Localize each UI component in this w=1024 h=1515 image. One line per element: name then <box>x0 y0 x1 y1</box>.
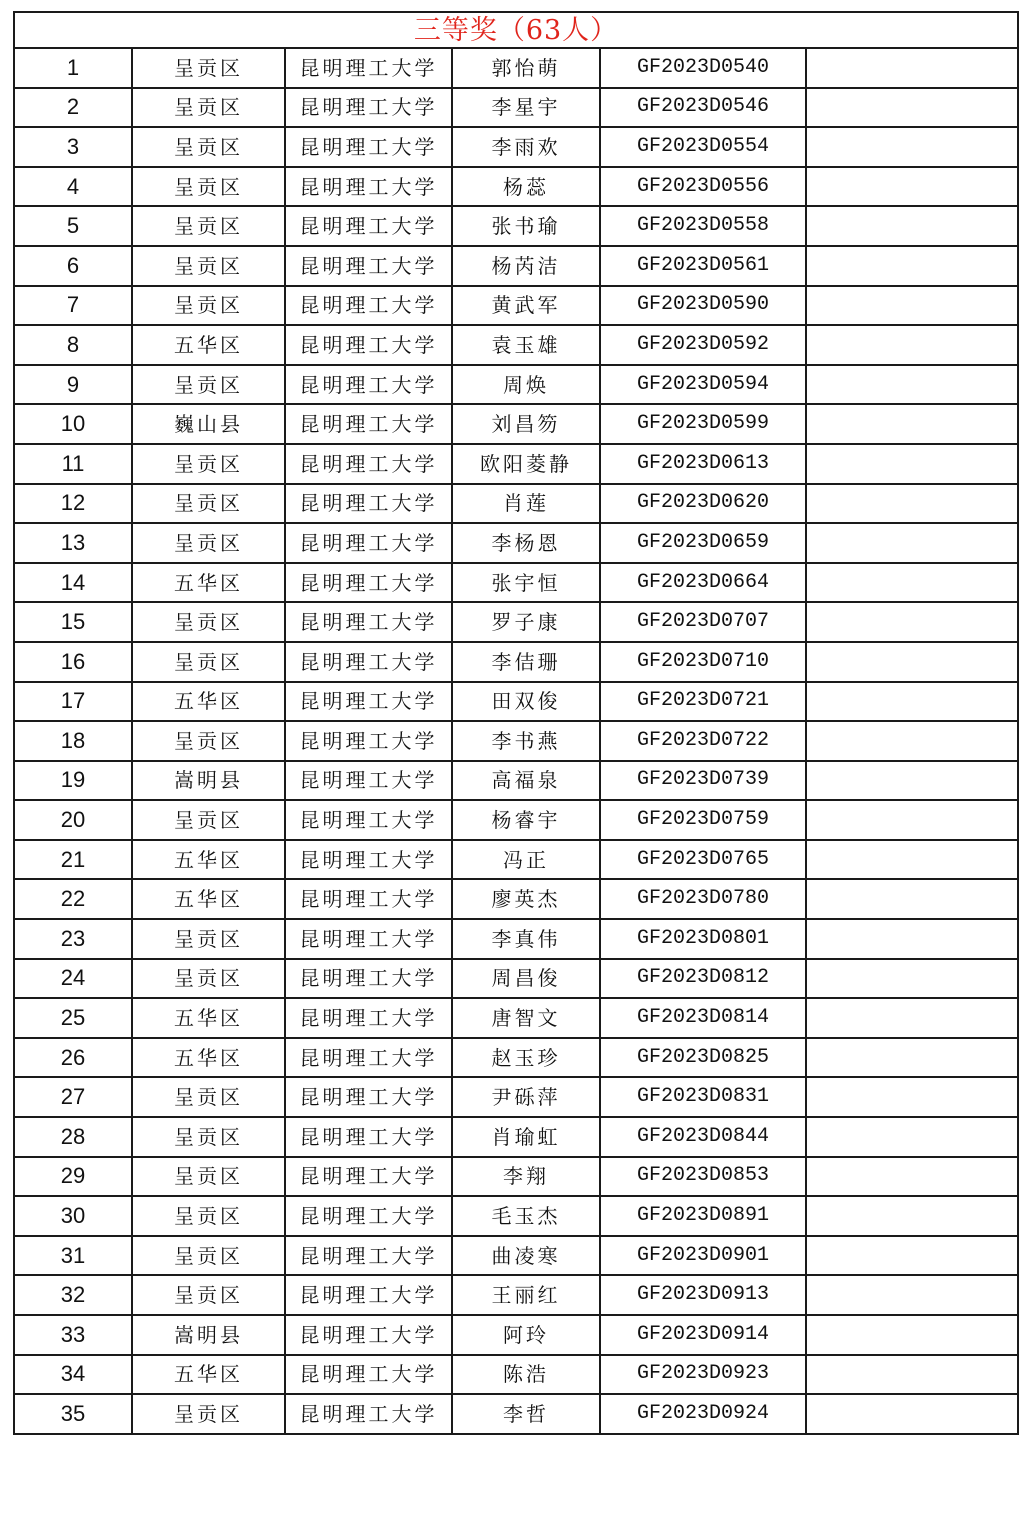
table-row <box>14 919 1018 959</box>
district-cell: 五华区 <box>132 1355 285 1395</box>
row-number-cell: 25 <box>14 998 132 1038</box>
name-cell: 张书瑜 <box>452 206 600 246</box>
name-cell: 曲凌寒 <box>452 1236 600 1276</box>
certificate-code-cell: GF2023D0739 <box>600 761 806 801</box>
empty-cell <box>806 682 1018 722</box>
district-cell: 五华区 <box>132 840 285 880</box>
certificate-code-cell: GF2023D0613 <box>600 444 806 484</box>
row-number-cell: 26 <box>14 1038 132 1078</box>
row-number-cell: 20 <box>14 800 132 840</box>
row-number-cell: 29 <box>14 1157 132 1197</box>
district-cell: 呈贡区 <box>132 365 285 405</box>
empty-cell <box>806 1236 1018 1276</box>
table-row <box>14 246 1018 286</box>
empty-cell <box>806 286 1018 326</box>
empty-cell <box>806 1077 1018 1117</box>
district-cell: 五华区 <box>132 325 285 365</box>
certificate-code-cell: GF2023D0590 <box>600 286 806 326</box>
row-number-cell: 32 <box>14 1275 132 1315</box>
row-number-cell: 13 <box>14 523 132 563</box>
row-number-cell: 5 <box>14 206 132 246</box>
name-cell: 周焕 <box>452 365 600 405</box>
certificate-code-cell: GF2023D0659 <box>600 523 806 563</box>
table-row <box>14 404 1018 444</box>
school-cell: 昆明理工大学 <box>285 286 452 326</box>
school-cell: 昆明理工大学 <box>285 127 452 167</box>
name-cell: 李雨欢 <box>452 127 600 167</box>
table-row <box>14 1157 1018 1197</box>
certificate-code-cell: GF2023D0914 <box>600 1315 806 1355</box>
school-cell: 昆明理工大学 <box>285 1157 452 1197</box>
row-number-cell: 8 <box>14 325 132 365</box>
district-cell: 呈贡区 <box>132 1196 285 1236</box>
certificate-code-cell: GF2023D0556 <box>600 167 806 207</box>
school-cell: 昆明理工大学 <box>285 1038 452 1078</box>
table-row <box>14 1236 1018 1276</box>
empty-cell <box>806 998 1018 1038</box>
empty-cell <box>806 88 1018 128</box>
district-cell: 呈贡区 <box>132 919 285 959</box>
district-cell: 呈贡区 <box>132 1394 285 1434</box>
empty-cell <box>806 127 1018 167</box>
name-cell: 袁玉雄 <box>452 325 600 365</box>
school-cell: 昆明理工大学 <box>285 998 452 1038</box>
name-cell: 李书燕 <box>452 721 600 761</box>
school-cell: 昆明理工大学 <box>285 167 452 207</box>
school-cell: 昆明理工大学 <box>285 642 452 682</box>
empty-cell <box>806 523 1018 563</box>
name-cell: 尹砾萍 <box>452 1077 600 1117</box>
certificate-code-cell: GF2023D0707 <box>600 602 806 642</box>
school-cell: 昆明理工大学 <box>285 959 452 999</box>
empty-cell <box>806 246 1018 286</box>
school-cell: 昆明理工大学 <box>285 563 452 603</box>
table-row <box>14 88 1018 128</box>
row-number-cell: 23 <box>14 919 132 959</box>
certificate-code-cell: GF2023D0592 <box>600 325 806 365</box>
certificate-code-cell: GF2023D0924 <box>600 1394 806 1434</box>
district-cell: 呈贡区 <box>132 246 285 286</box>
name-cell: 郭怡萌 <box>452 48 600 88</box>
table-row <box>14 998 1018 1038</box>
name-cell: 冯正 <box>452 840 600 880</box>
school-cell: 昆明理工大学 <box>285 48 452 88</box>
certificate-code-cell: GF2023D0558 <box>600 206 806 246</box>
district-cell: 呈贡区 <box>132 602 285 642</box>
empty-cell <box>806 325 1018 365</box>
certificate-code-cell: GF2023D0561 <box>600 246 806 286</box>
row-number-cell: 24 <box>14 959 132 999</box>
empty-cell <box>806 800 1018 840</box>
district-cell: 呈贡区 <box>132 286 285 326</box>
district-cell: 五华区 <box>132 998 285 1038</box>
row-number-cell: 4 <box>14 167 132 207</box>
table-row <box>14 1355 1018 1395</box>
district-cell: 巍山县 <box>132 404 285 444</box>
table-row <box>14 761 1018 801</box>
name-cell: 李星宇 <box>452 88 600 128</box>
district-cell: 五华区 <box>132 682 285 722</box>
row-number-cell: 2 <box>14 88 132 128</box>
name-cell: 杨睿宇 <box>452 800 600 840</box>
empty-cell <box>806 206 1018 246</box>
name-cell: 陈浩 <box>452 1355 600 1395</box>
school-cell: 昆明理工大学 <box>285 88 452 128</box>
empty-cell <box>806 642 1018 682</box>
certificate-code-cell: GF2023D0801 <box>600 919 806 959</box>
certificate-code-cell: GF2023D0814 <box>600 998 806 1038</box>
school-cell: 昆明理工大学 <box>285 484 452 524</box>
row-number-cell: 3 <box>14 127 132 167</box>
name-cell: 肖莲 <box>452 484 600 524</box>
certificate-code-cell: GF2023D0831 <box>600 1077 806 1117</box>
row-number-cell: 15 <box>14 602 132 642</box>
row-number-cell: 33 <box>14 1315 132 1355</box>
certificate-code-cell: GF2023D0844 <box>600 1117 806 1157</box>
row-number-cell: 16 <box>14 642 132 682</box>
certificate-code-cell: GF2023D0594 <box>600 365 806 405</box>
row-number-cell: 9 <box>14 365 132 405</box>
empty-cell <box>806 365 1018 405</box>
school-cell: 昆明理工大学 <box>285 879 452 919</box>
name-cell: 唐智文 <box>452 998 600 1038</box>
empty-cell <box>806 1157 1018 1197</box>
table-row <box>14 721 1018 761</box>
name-cell: 李佶珊 <box>452 642 600 682</box>
name-cell: 周昌俊 <box>452 959 600 999</box>
table-body <box>14 12 1018 1434</box>
district-cell: 呈贡区 <box>132 523 285 563</box>
school-cell: 昆明理工大学 <box>285 404 452 444</box>
empty-cell <box>806 840 1018 880</box>
school-cell: 昆明理工大学 <box>285 761 452 801</box>
empty-cell <box>806 1038 1018 1078</box>
table-row <box>14 444 1018 484</box>
table-row <box>14 325 1018 365</box>
school-cell: 昆明理工大学 <box>285 206 452 246</box>
name-cell: 黄武军 <box>452 286 600 326</box>
name-cell: 李真伟 <box>452 919 600 959</box>
row-number-cell: 22 <box>14 879 132 919</box>
table-row <box>14 523 1018 563</box>
table-row <box>14 1077 1018 1117</box>
row-number-cell: 31 <box>14 1236 132 1276</box>
table-row <box>14 563 1018 603</box>
table-row <box>14 1315 1018 1355</box>
empty-cell <box>806 761 1018 801</box>
name-cell: 高福泉 <box>452 761 600 801</box>
district-cell: 呈贡区 <box>132 206 285 246</box>
empty-cell <box>806 48 1018 88</box>
table-row <box>14 959 1018 999</box>
empty-cell <box>806 484 1018 524</box>
row-number-cell: 30 <box>14 1196 132 1236</box>
certificate-code-cell: GF2023D0710 <box>600 642 806 682</box>
certificate-code-cell: GF2023D0620 <box>600 484 806 524</box>
table-row <box>14 484 1018 524</box>
district-cell: 呈贡区 <box>132 800 285 840</box>
table-row <box>14 1117 1018 1157</box>
name-cell: 李哲 <box>452 1394 600 1434</box>
row-number-cell: 14 <box>14 563 132 603</box>
district-cell: 呈贡区 <box>132 444 285 484</box>
district-cell: 嵩明县 <box>132 1315 285 1355</box>
empty-cell <box>806 1275 1018 1315</box>
empty-cell <box>806 444 1018 484</box>
table-row <box>14 1038 1018 1078</box>
name-cell: 杨蕊 <box>452 167 600 207</box>
table-row <box>14 682 1018 722</box>
row-number-cell: 21 <box>14 840 132 880</box>
district-cell: 五华区 <box>132 563 285 603</box>
district-cell: 呈贡区 <box>132 48 285 88</box>
school-cell: 昆明理工大学 <box>285 1117 452 1157</box>
district-cell: 五华区 <box>132 1038 285 1078</box>
row-number-cell: 12 <box>14 484 132 524</box>
certificate-code-cell: GF2023D0825 <box>600 1038 806 1078</box>
district-cell: 嵩明县 <box>132 761 285 801</box>
table-row <box>14 1275 1018 1315</box>
empty-cell <box>806 919 1018 959</box>
name-cell: 王丽红 <box>452 1275 600 1315</box>
empty-cell <box>806 959 1018 999</box>
table-row <box>14 840 1018 880</box>
table-row <box>14 642 1018 682</box>
school-cell: 昆明理工大学 <box>285 800 452 840</box>
school-cell: 昆明理工大学 <box>285 840 452 880</box>
certificate-code-cell: GF2023D0540 <box>600 48 806 88</box>
certificate-code-cell: GF2023D0780 <box>600 879 806 919</box>
empty-cell <box>806 563 1018 603</box>
row-number-cell: 19 <box>14 761 132 801</box>
table-row <box>14 1394 1018 1434</box>
table-row <box>14 1196 1018 1236</box>
certificate-code-cell: GF2023D0664 <box>600 563 806 603</box>
name-cell: 欧阳菱静 <box>452 444 600 484</box>
table-row <box>14 800 1018 840</box>
school-cell: 昆明理工大学 <box>285 1394 452 1434</box>
row-number-cell: 6 <box>14 246 132 286</box>
district-cell: 呈贡区 <box>132 721 285 761</box>
empty-cell <box>806 721 1018 761</box>
school-cell: 昆明理工大学 <box>285 682 452 722</box>
table-row <box>14 365 1018 405</box>
row-number-cell: 35 <box>14 1394 132 1434</box>
school-cell: 昆明理工大学 <box>285 919 452 959</box>
name-cell: 赵玉珍 <box>452 1038 600 1078</box>
row-number-cell: 1 <box>14 48 132 88</box>
name-cell: 罗子康 <box>452 602 600 642</box>
empty-cell <box>806 879 1018 919</box>
school-cell: 昆明理工大学 <box>285 325 452 365</box>
certificate-code-cell: GF2023D0853 <box>600 1157 806 1197</box>
district-cell: 五华区 <box>132 879 285 919</box>
school-cell: 昆明理工大学 <box>285 1275 452 1315</box>
school-cell: 昆明理工大学 <box>285 523 452 563</box>
district-cell: 呈贡区 <box>132 484 285 524</box>
row-number-cell: 34 <box>14 1355 132 1395</box>
district-cell: 呈贡区 <box>132 1157 285 1197</box>
name-cell: 李杨恩 <box>452 523 600 563</box>
empty-cell <box>806 1355 1018 1395</box>
school-cell: 昆明理工大学 <box>285 1236 452 1276</box>
row-number-cell: 7 <box>14 286 132 326</box>
school-cell: 昆明理工大学 <box>285 721 452 761</box>
row-number-cell: 11 <box>14 444 132 484</box>
certificate-code-cell: GF2023D0891 <box>600 1196 806 1236</box>
certificate-code-cell: GF2023D0923 <box>600 1355 806 1395</box>
empty-cell <box>806 1394 1018 1434</box>
name-cell: 肖瑜虹 <box>452 1117 600 1157</box>
table-row <box>14 167 1018 207</box>
district-cell: 呈贡区 <box>132 959 285 999</box>
district-cell: 呈贡区 <box>132 642 285 682</box>
district-cell: 呈贡区 <box>132 1236 285 1276</box>
empty-cell <box>806 602 1018 642</box>
school-cell: 昆明理工大学 <box>285 365 452 405</box>
empty-cell <box>806 1117 1018 1157</box>
empty-cell <box>806 1315 1018 1355</box>
certificate-code-cell: GF2023D0765 <box>600 840 806 880</box>
name-cell: 田双俊 <box>452 682 600 722</box>
school-cell: 昆明理工大学 <box>285 246 452 286</box>
certificate-code-cell: GF2023D0901 <box>600 1236 806 1276</box>
empty-cell <box>806 404 1018 444</box>
district-cell: 呈贡区 <box>132 1117 285 1157</box>
district-cell: 呈贡区 <box>132 88 285 128</box>
name-cell: 阿玲 <box>452 1315 600 1355</box>
certificate-code-cell: GF2023D0722 <box>600 721 806 761</box>
district-cell: 呈贡区 <box>132 127 285 167</box>
table-row <box>14 286 1018 326</box>
name-cell: 毛玉杰 <box>452 1196 600 1236</box>
title-row <box>14 12 1018 48</box>
school-cell: 昆明理工大学 <box>285 444 452 484</box>
table-row <box>14 48 1018 88</box>
certificate-code-cell: GF2023D0599 <box>600 404 806 444</box>
certificate-code-cell: GF2023D0759 <box>600 800 806 840</box>
certificate-code-cell: GF2023D0721 <box>600 682 806 722</box>
row-number-cell: 28 <box>14 1117 132 1157</box>
name-cell: 刘昌笏 <box>452 404 600 444</box>
district-cell: 呈贡区 <box>132 1077 285 1117</box>
table-row <box>14 879 1018 919</box>
empty-cell <box>806 1196 1018 1236</box>
name-cell: 张宇恒 <box>452 563 600 603</box>
school-cell: 昆明理工大学 <box>285 602 452 642</box>
certificate-code-cell: GF2023D0546 <box>600 88 806 128</box>
name-cell: 杨芮洁 <box>452 246 600 286</box>
school-cell: 昆明理工大学 <box>285 1355 452 1395</box>
table-row <box>14 602 1018 642</box>
row-number-cell: 18 <box>14 721 132 761</box>
table-row <box>14 127 1018 167</box>
certificate-code-cell: GF2023D0913 <box>600 1275 806 1315</box>
district-cell: 呈贡区 <box>132 167 285 207</box>
empty-cell <box>806 167 1018 207</box>
award-table <box>13 11 1019 1435</box>
name-cell: 李翔 <box>452 1157 600 1197</box>
certificate-code-cell: GF2023D0554 <box>600 127 806 167</box>
school-cell: 昆明理工大学 <box>285 1077 452 1117</box>
name-cell: 廖英杰 <box>452 879 600 919</box>
district-cell: 呈贡区 <box>132 1275 285 1315</box>
row-number-cell: 10 <box>14 404 132 444</box>
school-cell: 昆明理工大学 <box>285 1315 452 1355</box>
table-title: 三等奖（63人） <box>14 12 1018 48</box>
row-number-cell: 17 <box>14 682 132 722</box>
certificate-code-cell: GF2023D0812 <box>600 959 806 999</box>
row-number-cell: 27 <box>14 1077 132 1117</box>
table-row <box>14 206 1018 246</box>
school-cell: 昆明理工大学 <box>285 1196 452 1236</box>
